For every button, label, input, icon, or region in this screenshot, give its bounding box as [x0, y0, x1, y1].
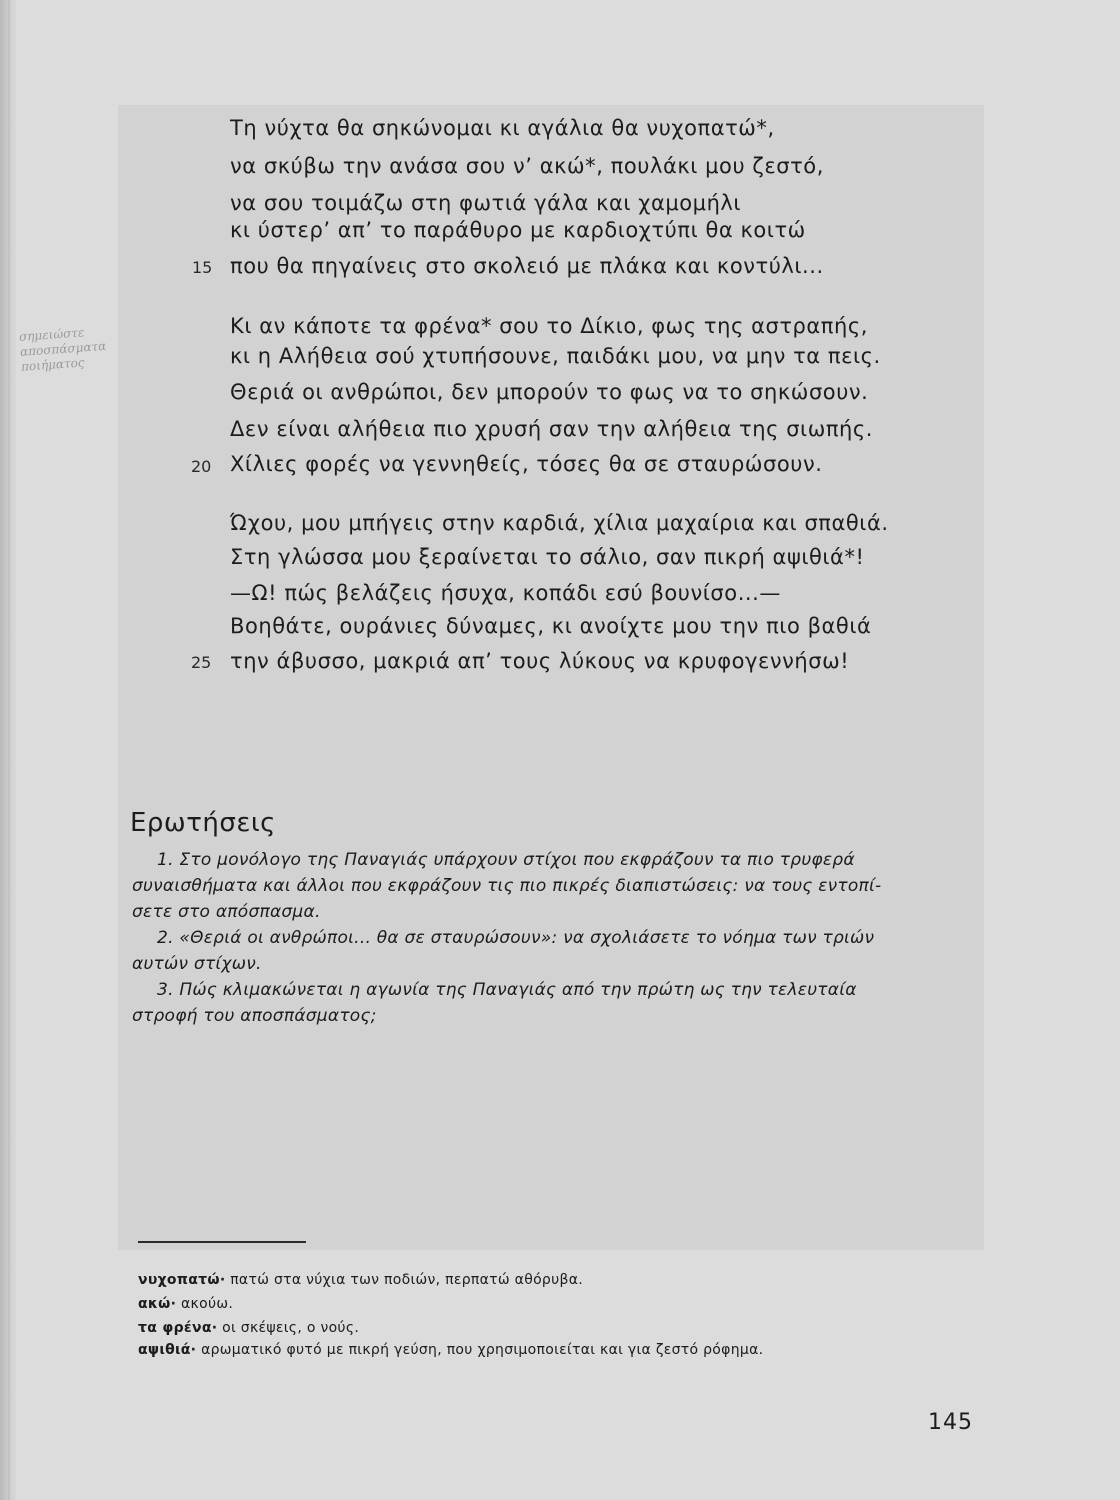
poem-line: κι η Αλήθεια σού χτυπήσουνε, παιδάκι μου, να μην τα πεις.: [230, 344, 881, 368]
question-line: στροφή του αποσπάσματος;: [132, 1006, 377, 1026]
poem-line: Ώχου, μου μπήγεις στην καρδιά, χίλια μαχαίρια και σπαθιά.: [230, 511, 889, 535]
poem-line: Κι αν κάποτε τα φρένα* σου το Δίκιο, φως της αστραπής,: [230, 314, 868, 338]
handwritten-margin-note: [19, 322, 132, 375]
question-line: αυτών στίχων.: [132, 954, 262, 974]
poem-line: Τη νύχτα θα σηκώνομαι κι αγάλια θα νυχοπατώ*,: [230, 116, 775, 140]
poem-line: να σκύβω την ανάσα σου ν’ ακώ*, πουλάκι μου ζεστό,: [230, 154, 824, 178]
poem-line: Δεν είναι αλήθεια πιο χρυσή σαν την αλήθεια της σιωπής.: [230, 417, 873, 441]
question-line: 2. «Θεριά οι ανθρώποι... θα σε σταυρώσουν»: να σχολιάσετε το νόημα των τριών: [157, 928, 875, 948]
page-number: 145: [928, 1410, 973, 1435]
footnote: [138, 1342, 763, 1358]
footnote-definition: ακούω.: [176, 1296, 234, 1312]
footnote-term: ακώ·: [138, 1296, 177, 1312]
binding-line: [8, 0, 10, 1500]
poem-line: την άβυσσο, μακριά απ’ τους λύκους να κρυφογεννήσω!: [230, 649, 850, 673]
footnote: [138, 1296, 233, 1312]
footnote-term: αψιθιά·: [138, 1342, 197, 1358]
poem-line: —Ω! πώς βελάζεις ήσυχα, κοπάδι εσύ βουνίσο...—: [230, 581, 781, 605]
footnote: [138, 1272, 583, 1288]
footnote-definition: πατώ στα νύχια των ποδιών, περπατώ αθόρυβα.: [225, 1272, 584, 1288]
footnote-term: τα φρένα·: [138, 1320, 218, 1336]
page-binding-edge: [0, 0, 16, 1500]
poem-line: να σου τοιμάζω στη φωτιά γάλα και χαμομήλι: [230, 191, 742, 215]
question-line: συναισθήματα και άλλοι που εκφράζουν τις πιο πικρές διαπιστώσεις: να τους εντοπί-: [132, 876, 882, 896]
line-number: 20: [191, 457, 212, 476]
poem-line: Στη γλώσσα μου ξεραίνεται το σάλιο, σαν πικρή αψιθιά*!: [230, 545, 865, 569]
questions-heading: Ερωτήσεις: [130, 808, 276, 838]
footnote-divider: [138, 1241, 306, 1243]
poem-line: Θεριά οι ανθρώποι, δεν μπορούν το φως να το σηκώσουν.: [230, 380, 869, 404]
poem-line: που θα πηγαίνεις στο σκολειό με πλάκα και κοντύλι...: [230, 254, 824, 278]
footnote-definition: οι σκέψεις, ο νούς.: [217, 1320, 360, 1336]
line-number: 15: [192, 258, 213, 277]
margin-note-line: ποιήματος: [20, 355, 85, 374]
footnote-definition: αρωματικό φυτό με πικρή γεύση, που χρησιμοποιείται και για ζεστό ρόφημα.: [196, 1342, 764, 1358]
poem-line: κι ύστερ’ απ’ το παράθυρο με καρδιοχτύπι θα κοιτώ: [230, 218, 806, 242]
margin-note-line: σημειώστε: [18, 325, 85, 344]
poem-line: Βοηθάτε, ουράνιες δύναμες, κι ανοίχτε μου την πιο βαθιά: [230, 614, 872, 638]
margin-note-line: αποσπάσματα: [19, 338, 107, 359]
question-line: 3. Πώς κλιμακώνεται η αγωνία της Παναγιάς από την πρώτη ως την τελευταία: [157, 980, 857, 1000]
poem-line: Χίλιες φορές να γεννηθείς, τόσες θα σε σταυρώσουν.: [230, 452, 823, 476]
footnote-term: νυχοπατώ·: [138, 1272, 226, 1288]
question-line: 1. Στο μονόλογο της Παναγιάς υπάρχουν στίχοι που εκφράζουν τα πιο τρυφερά: [157, 850, 855, 870]
footnote: [138, 1320, 359, 1336]
line-number: 25: [191, 653, 212, 672]
question-line: σετε στο απόσπασμα.: [132, 902, 321, 922]
